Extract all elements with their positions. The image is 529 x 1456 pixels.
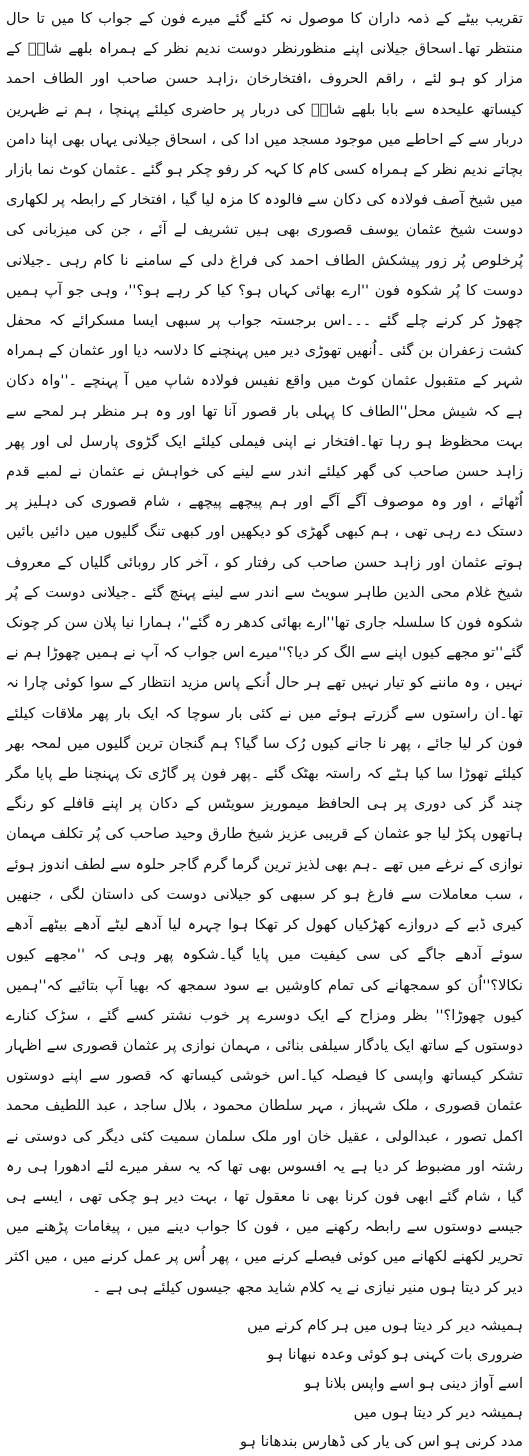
poem-line: مدد کرنی ہو اس کی یار کی ڈھارس بندھانا ہو (239, 1432, 523, 1450)
article-page (6, 4, 523, 1456)
poem-line: ہمیشہ دیر کر دیتا ہوں میں ہر کام کرنے میں (247, 1316, 523, 1334)
article-paragraph: تقریب بیٹے کے ذمہ داران کا موصول نہ کئے گئے میرے فون کے جواب کا میں تا حال منتظر تھا۔اسحاق جیلانی اپنے منظورنظر دوست ندیم نظر کے ہمراہ بلھے شاہؒ کے مزار کو ہو لئے ، راقم الحروف ،افتخارخان ،زاہد حسن صاحب اور الطاف احمد کیساتھ علیحدہ سے بابا بلھے شاہؒ کی دربار پر حاضری کیلئے پہنچا ، ہم نے ظہرین دربار سے کے احاطے میں موجود مسجد میں ادا کی ، اسحاق جیلانی یہاں بھی اپنا دامن بچاتے ندیم نظر کے ہمراہ کسی کام کا کہہ کر رفو چکر ہو گئے ۔عثمان کوٹ نما بازار میں شیخ آصف فولادہ کی دکان سے فالودہ کا مزہ لیا گیا ، افتخار کے رابطہ پر لکھاری دوست شیخ عثمان یوسف قصوری بھی ہیں تشریف لے آئے ، جن کی میزبانی کی پُرخلوص پُر زور پیشکش الطاف احمد کی فراغ دلی کے سامنے نا کام رہی ۔جیلانی دوست کا پُر شکوہ فون ''ارے بھائی کہاں ہو؟ کیا کر رہے ہو؟''، وہی جو آپ ہمیں چھوڑ کر کرنے چلے گئے ۔۔۔اس برجستہ جواب پر سبھی ایسا مسکرائے کہ محفل کشت زعفران بن گئی ۔اُنھیں تھوڑی دیر میں پہنچنے کا دلاسہ دیا اور عثمان کے ہمراہ شہر کے متقبول عثمان کوٹ میں واقع نفیس فولادہ شاپ میں آ پہنچے ۔''واہ دکان ہے کہ شیش محل''الطاف کا پہلی بار قصور آنا تھا اور وہ ہر منظر ہر لمحے سے بہت محظوظ ہو رہا تھا۔افتخار نے اپنی فیملی کیلئے ایک گڑوی پارسل لی اور پھر زاہد حسن صاحب کی گھر کیلئے اندر سے لینے کی خواہش نے عثمان نے لمبے قدم اُٹھائے ، اور وہ موصوف آگے آگے اور ہم پیچھے پیچھے ، شام قصوری کی دہلیز پر دستک دے رہی تھی ، ہم کبھی گھڑی کو دیکھیں اور کبھی تنگ گلیوں میں دائیں بائیں ہوتے عثمان اور زاہد حسن صاحب کی رفتار کو ، آخر کار روبائی گلیاں کے معروف شیخ غلام محی الدین طاہر سویٹ سے اندر سے لینے پہنچ گئے ۔جیلانی دوست کے پُر شکوہ فون کا سلسلہ جاری تھا''ارے بھائی کدھر رہ گئے''، ہمارا نیا پلان سن کر چونک گئے''تو مجھے کیوں اپنے سے الگ کر دیا؟''میرے اس جواب کہ آپ نے ہمیں چھوڑا ہم نے نہیں ، وہ ماننے کو تیار نہیں تھے ہر حال اُنکے پاس مزید انتظار کے سوا کوئی چارا نہ تھا۔ان راستوں سے گزرتے ہوئے میں نے کئی بار سوچا کہ ایک بار پھر ملاقات کیلئے فون کر لیا جائے ، پھر نا جانے کیوں رُک سا گیا؟ ہم گنجان ترین گلیوں میں لمحہ بھر کیلئے تھوڑا سا کیا ہٹے کہ راستہ بھٹک گئے ۔پھر فون پر گاڑی تک پہنچنا طے پایا مگر چند گز کی دوری پر ہی الحافظ میموریز سویٹس کے دکان پر اپنے قافلے کو رنگے ہاتھوں پکڑ لیا جو عثمان کے قریبی عزیز شیخ طارق وحید صاحب کی پُر تکلف مہمان نوازی کے نرغے میں تھے ۔ہم بھی لذیز ترین گرما گرم گاجر حلوہ سے لطف اندوز ہوئے ، سب معاملات سے فارغ ہو کر سبھی کو جیلانی دوست کی داستان لگی ، جنھیں کیری ڈبے کے دروازے کھڑکیاں کھول کر تھکا ہوا چہرہ لیا آدھے لیٹے آدھے بیٹھے آدھے سوئے آدھے جاگے کی سی کیفیت میں پایا گیا۔شکوہ پھر وہی کہ ''مجھے کیوں نکالا؟''اُن کو سمجھانے کی تمام کاوشیں بے سود سمجھ کہ بھیا آپ بتائیے کہ''ہمیں کیوں چھوڑا؟'' بظر ومزاح کے ایک دوسرے پر خوب نشتر کسے گئے ، سڑک کنارے دوستوں کے ساتھ ایک یادگار سیلفی بنائی ، مہمان نوازی پر عثمان قصوری سے اظہار تشکر کیساتھ واپسی کا فیصلہ کیا۔اس خوشی کیساتھ کہ قصور سے اپنے دوستوں عثمان قصوری ، ملک شہباز ، مہر سلطان محمود ، بلال ساجد ، عبد اللطیف محمد اکمل تصور ، عبدالولی ، عقیل خان اور ملک سلمان سمیت کئی دیگر کی دوستی نے رشتہ اور مضبوط کر دیا ہے یہ افسوس بھی تھا کہ یہ سفر میرے لئے ادھورا ہی رہ گیا ، شام گئے ابھی فون کرنا بھی نا معقول تھا ، بہت دیر ہو چکی تھی ، ایسے ہی جیسے دوستوں سے رابطہ رکھنے میں ، فون کا جواب دینے میں ، پیغامات پڑھنے میں تحریر لکھنے لکھانے میں کوئی فیصلے کرنے میں ، پھر اُس پر عمل کرنے میں ، میں اکثر دیر کر دیتا ہوں منیر نیازی نے یہ کلام شاید مجھ جیسوں کیلئے ہی ہے ۔ (6, 10, 523, 1296)
poem-line: ہمیشہ دیر کر دیتا ہوں میں (353, 1403, 523, 1421)
poem-line: ضروری بات کہنی ہو کوئی وعدہ نبھانا ہو (267, 1345, 523, 1363)
poem-block (6, 1311, 523, 1456)
poem-line: اسے آواز دینی ہو اسے واپس بلانا ہو (304, 1374, 523, 1392)
